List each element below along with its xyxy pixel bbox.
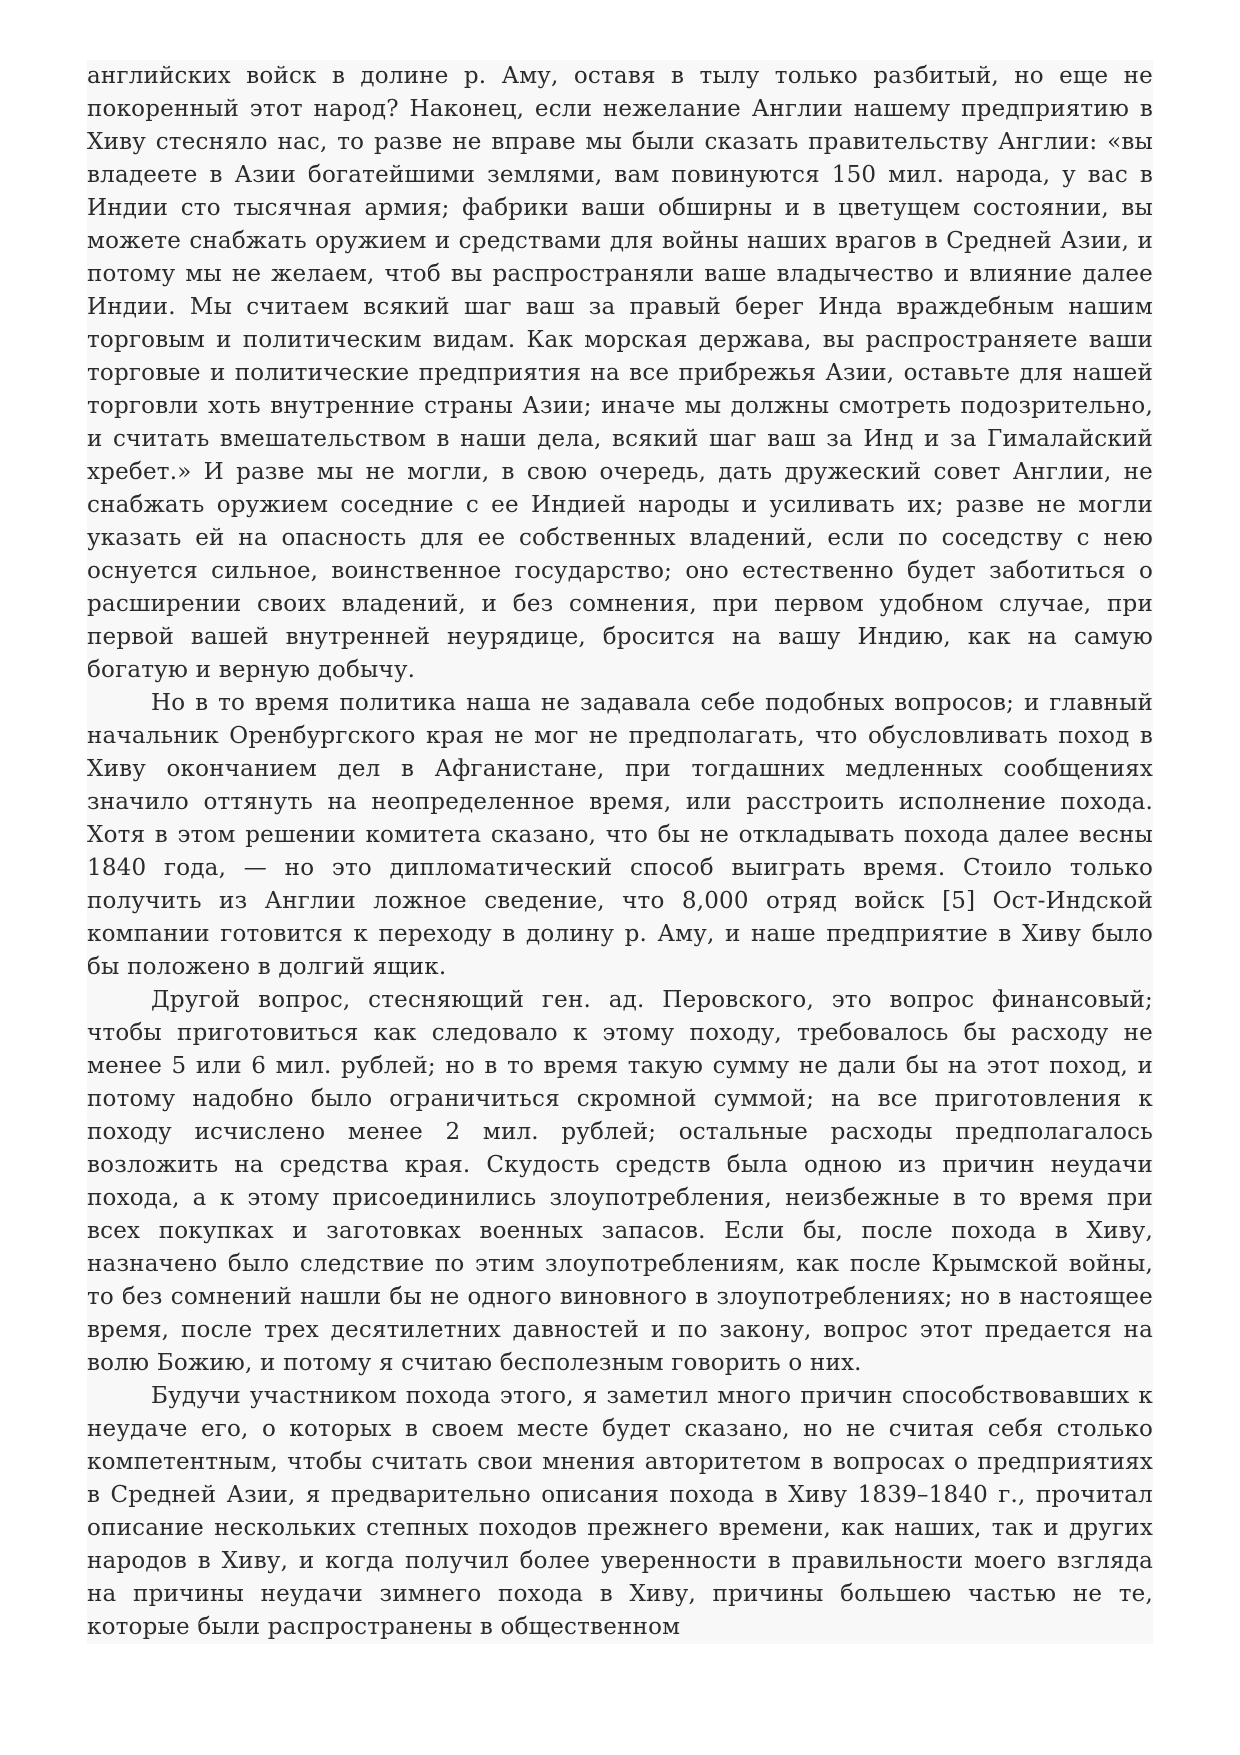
- body-text: [87, 60, 1153, 1644]
- paragraph-1: английских войск в долине р. Аму, оставя в тылу только разбитый, но еще не покоренный этот народ? Наконец, если нежелание Англии нашему предприятию в Хиву стесняло нас, то разве не вправе мы были сказать правительству Англии: «вы владеете в Азии богатейшими землями, вам повинуются 150 мил. народа, у вас в Индии сто тысячная армия; фабрики ваши обширны и в цветущем состоянии, вы можете снабжать оружием и средствами для войны наших врагов в Средней Азии, и потому мы не желаем, чтоб вы распространяли ваше владычество и влияние далее Индии. Мы считаем всякий шаг ваш за правый берег Инда враждебным нашим торговым и политическим видам. Как морская держава, вы распространяете ваши торговые и политические предприятия на все прибрежья Азии, оставьте для нашей торговли хоть внутренние страны Азии; иначе мы должны смотреть подозрительно, и считать вмешательством в наши дела, всякий шаг ваш за Инд и за Гималайский хребет.» И разве мы не могли, в свою очередь, дать дружеский совет Англии, не снабжать оружием соседние с ее Индией народы и усиливать их; разве не могли указать ей на опасность для ее собственных владений, если по соседству с нею оснуется сильное, воинственное государство; оно естественно будет заботиться о расширении своих владений, и без сомнения, при первом удобном случае, при первой вашей внутренней неурядице, бросится на вашу Индию, как на самую богатую и верную добычу.: [87, 63, 1153, 683]
- paragraph-3: Другой вопрос, стесняющий ген. ад. Перовского, это вопрос финансовый; чтобы приготовиться как следовало к этому походу, требовалось бы расходу не менее 5 или 6 мил. рублей; но в то время такую сумму не дали бы на этот поход, и потому надобно было ограничиться скромной суммой; на все приготовления к походу исчислено менее 2 мил. рублей; остальные расходы предполагалось возложить на средства края. Скудость средств была одною из причин неудачи похода, а к этому присоединились злоупотребления, неизбежные в то время при всех покупках и заготовках военных запасов. Если бы, после похода в Хиву, назначено было следствие по этим злоупотреблениям, как после Крымской войны, то без сомнений нашли бы не одного виновного в злоупотреблениях; но в настоящее время, после трех десятилетних давностей и по закону, вопрос этот предается на волю Божию, и потому я считаю бесполезным говорить о них.: [87, 987, 1153, 1376]
- paragraph-2: Но в то время политика наша не задавала себе подобных вопросов; и главный начальник Оренбургского края не мог не предполагать, что обусловливать поход в Хиву окончанием дел в Афганистане, при тогдашних медленных сообщениях значило оттянуть на неопределенное время, или расстроить исполнение похода. Хотя в этом решении комитета сказано, что бы не откладывать похода далее весны 1840 года, — но это дипломатический способ выиграть время. Стоило только получить из Англии ложное сведение, что 8,000 отряд войск [5] Ост-Индской компании готовится к переходу в долину р. Аму, и наше предприятие в Хиву было бы положено в долгий ящик.: [87, 690, 1153, 980]
- paragraph-4: Будучи участником похода этого, я заметил много причин способствовавших к неудаче его, о которых в своем месте будет сказано, но не считая себя столько компетентным, чтобы считать свои мнения авторитетом в вопросах о предприятиях в Средней Азии, я предварительно описания похода в Хиву 1839–1840 г., прочитал описание нескольких степных походов прежнего времени, как наших, так и других народов в Хиву, и когда получил более уверенности в правильности моего взгляда на причины неудачи зимнего похода в Хиву, причины большею частью не те, которые были распространены в общественном: [87, 1383, 1153, 1640]
